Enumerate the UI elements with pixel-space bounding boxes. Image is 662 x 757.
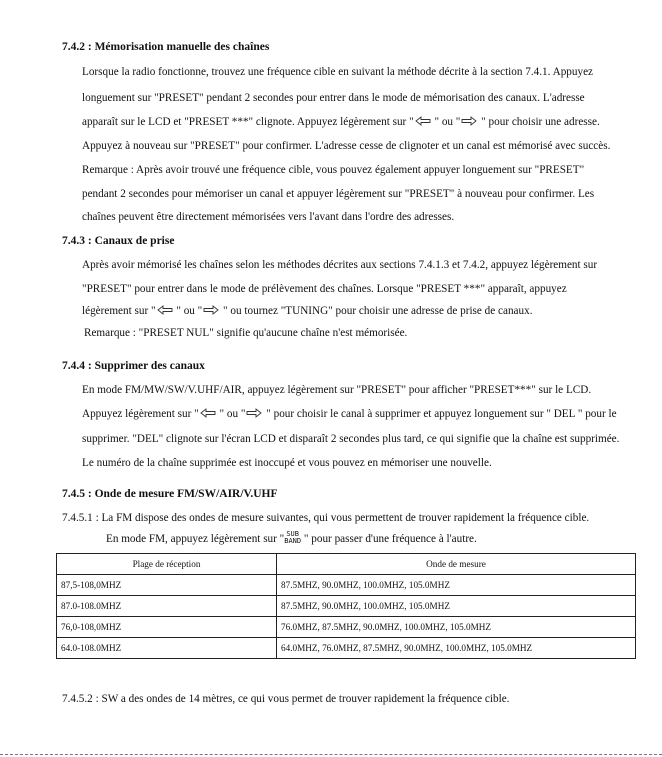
column-header: Plage de réception	[57, 554, 277, 575]
table-header-row	[57, 554, 636, 575]
table-cell-waves: 87.5MHZ, 90.0MHZ, 100.0MHZ, 105.0MHZ	[277, 596, 636, 617]
right-arrow-icon	[203, 305, 219, 315]
table-row	[57, 596, 636, 617]
paragraph-line	[82, 408, 617, 420]
table-cell-waves: 64.0MHZ, 76.0MHZ, 87.5MHZ, 90.0MHZ, 100.0MHZ, 105.0MHZ	[277, 638, 636, 659]
left-arrow-icon	[157, 305, 173, 315]
table-row	[57, 617, 636, 638]
note-line: pendant 2 secondes pour mémoriser un canal et appuyer légèrement sur "PRESET" à nouveau pour confirmer. Les	[82, 188, 595, 200]
note-line: chaînes peuvent être directement mémorisées vers l'avant dans l'ordre des adresses.	[82, 211, 455, 223]
left-arrow-icon	[200, 408, 216, 418]
table-cell-range: 64.0-108.0MHZ	[57, 638, 277, 659]
paragraph-line: 7.4.5.1 : La FM dispose des ondes de mesure suivantes, qui vous permettent de trouver rapidement la fréquence cible.	[62, 512, 590, 524]
paragraph-line: Lorsque la radio fonctionne, trouvez une fréquence cible en suivant la méthode décrite à la section 7.4.1. Appuyez	[82, 66, 594, 78]
table-cell-waves: 87.5MHZ, 90.0MHZ, 100.0MHZ, 105.0MHZ	[277, 575, 636, 596]
table-cell-range: 87.0-108.0MHZ	[57, 596, 277, 617]
paragraph-line: En mode FM/MW/SW/V.UHF/AIR, appuyez légèrement sur "PRESET" pour afficher "PRESET***" sur le LCD.	[82, 384, 592, 396]
paragraph-line	[106, 531, 477, 545]
note-line: Remarque : Après avoir trouvé une fréquence cible, vous pouvez également appuyer longuement sur "PRESET"	[82, 164, 585, 176]
table-cell-range: 76,0-108,0MHZ	[57, 617, 277, 638]
paragraph-line: longuement sur "PRESET" pendant 2 secondes pour entrer dans le mode de mémorisation des canaux. L'adresse	[82, 92, 585, 104]
measurement-wave-table	[56, 553, 636, 659]
paragraph-line: Appuyez à nouveau sur "PRESET" pour confirmer. L'adresse cesse de clignoter et un canal est mémorisé avec succès.	[82, 140, 611, 152]
page-bottom-divider	[0, 754, 662, 755]
section-heading-7-4-2: 7.4.2 : Mémorisation manuelle des chaînes	[62, 41, 270, 53]
text-fragment: " pour choisir le canal à supprimer et appuyez longuement sur " DEL " pour le	[263, 408, 617, 420]
paragraph-line: Après avoir mémorisé les chaînes selon les méthodes décrites aux sections 7.4.1.3 et 7.4.2, appuyez légèrement sur	[82, 259, 598, 271]
paragraph-line	[82, 305, 533, 317]
text-fragment: " pour choisir une adresse.	[478, 116, 600, 128]
text-fragment: " ou "	[216, 408, 246, 420]
paragraph-line: supprimer. "DEL" clignote sur l'écran LCD et disparaît 2 secondes plus tard, ce qui signifie que la chaîne est supprimée.	[82, 433, 620, 445]
note-line: Remarque : "PRESET NUL" signifie qu'aucune chaîne n'est mémorisée.	[84, 327, 408, 339]
key-label-bottom: BAND	[284, 537, 302, 545]
table-cell-range: 87,5-108,0MHZ	[57, 575, 277, 596]
sub-band-key-label	[284, 531, 301, 545]
section-heading-7-4-3: 7.4.3 : Canaux de prise	[62, 235, 175, 247]
table-cell-waves: 76.0MHZ, 87.5MHZ, 90.0MHZ, 100.0MHZ, 105.0MHZ	[277, 617, 636, 638]
text-fragment: Appuyez légèrement sur "	[82, 408, 199, 420]
paragraph-line: "PRESET" pour entrer dans le mode de prélèvement des chaînes. Lorsque "PRESET ***" apparaît, appuyez	[82, 283, 567, 295]
text-fragment: apparaît sur le LCD et "PRESET ***" clignote. Appuyez légèrement sur "	[82, 116, 414, 128]
right-arrow-icon	[246, 408, 262, 418]
section-heading-7-4-4: 7.4.4 : Supprimer des canaux	[62, 360, 205, 372]
section-heading-7-4-5: 7.4.5 : Onde de mesure FM/SW/AIR/V.UHF	[62, 488, 278, 500]
key-label-top: SUB	[286, 530, 299, 538]
left-arrow-icon	[415, 116, 431, 126]
paragraph-line: Le numéro de la chaîne supprimée est inoccupé et vous pouvez en mémoriser une nouvelle.	[82, 457, 492, 469]
paragraph-line	[82, 116, 600, 128]
column-header: Onde de mesure	[277, 554, 636, 575]
text-fragment: " ou "	[173, 305, 203, 317]
paragraph-line: 7.4.5.2 : SW a des ondes de 14 mètres, ce qui vous permet de trouver rapidement la fréquence cible.	[62, 693, 510, 705]
text-fragment: " pour passer d'une fréquence à l'autre.	[301, 533, 477, 545]
right-arrow-icon	[461, 116, 477, 126]
table-row	[57, 575, 636, 596]
text-fragment: " ou tournez "TUNING" pour choisir une adresse de prise de canaux.	[220, 305, 533, 317]
text-fragment: légèrement sur "	[82, 305, 156, 317]
table-row	[57, 638, 636, 659]
text-fragment: En mode FM, appuyez légèrement sur "	[106, 533, 285, 545]
text-fragment: " ou "	[431, 116, 461, 128]
